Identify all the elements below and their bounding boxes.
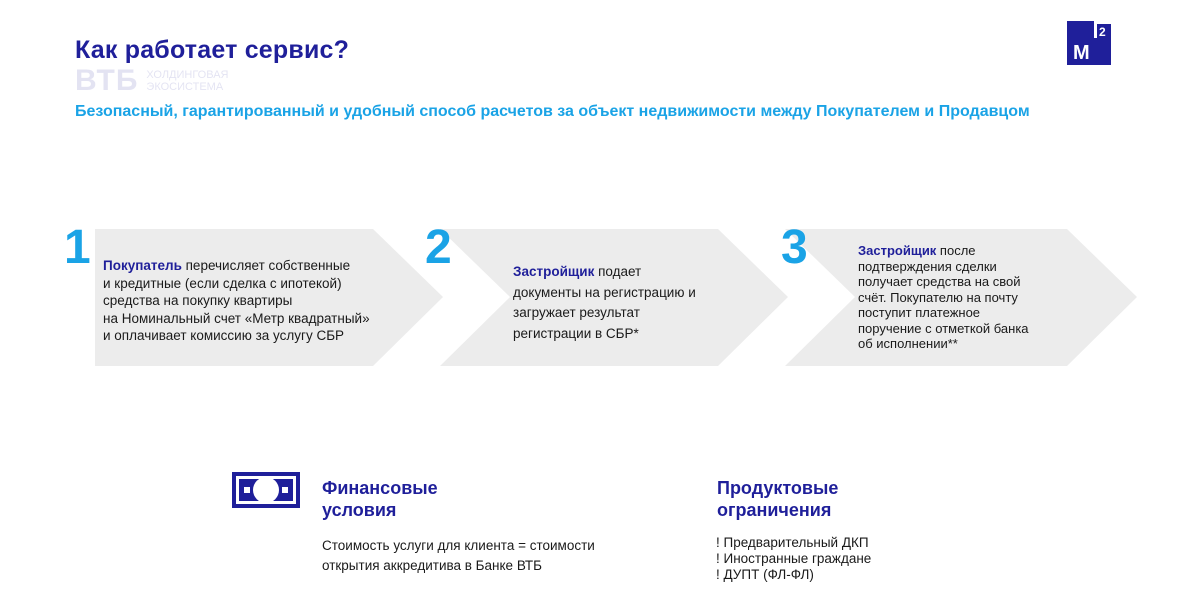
- step-3-text: Застройщик после подтверждения сделки получает средства на свой счёт. Покупателю на почту поступит платежное поручение с отметкой банка об исполнении**: [858, 243, 1029, 351]
- step-2-actor: Застройщик: [513, 264, 595, 279]
- watermark-line1: ХОЛДИНГОВАЯ: [146, 69, 229, 81]
- watermark-text: [146, 69, 228, 93]
- logo-letter: М: [1073, 42, 1090, 64]
- logo-superscript: 2: [1099, 25, 1106, 39]
- watermark: [75, 64, 229, 98]
- step-2-number: 2: [425, 221, 452, 274]
- brand-logo: [1067, 21, 1111, 65]
- step-1-number: 1: [64, 221, 91, 274]
- list-item: ! ДУПТ (ФЛ-ФЛ): [716, 567, 814, 582]
- watermark-logo: ВТБ: [75, 64, 139, 97]
- step-1-actor: Покупатель: [103, 258, 182, 273]
- list-item: ! Предварительный ДКП: [716, 535, 869, 550]
- financial-body: Стоимость услуги для клиента = стоимости открытия аккредитива в Банке ВТБ: [322, 538, 595, 573]
- step-1-text: Покупатель перечисляет собственные и кредитные (если сделка с ипотекой) средства на покупку квартиры на Номинальный счет «Метр квадратный» и оплачивает комиссию за услугу СБР: [103, 258, 370, 343]
- page-title: Как работает сервис?: [75, 36, 350, 64]
- step-2-text: Застройщик подает документы на регистрацию и загружает результат регистрации в СБР*: [513, 264, 696, 341]
- financial-title: Финансовые условия: [322, 478, 438, 520]
- list-item: ! Иностранные граждане: [716, 551, 872, 566]
- restrictions-title: Продуктовые ограничения: [717, 478, 839, 520]
- step-3-actor: Застройщик: [858, 243, 937, 258]
- watermark-line2: ЭКОСИСТЕМА: [146, 81, 224, 93]
- money-icon: [232, 472, 300, 508]
- step-3-number: 3: [781, 221, 808, 274]
- page-subtitle: Безопасный, гарантированный и удобный способ расчетов за объект недвижимости между Покупателем и Продавцом: [75, 103, 1030, 120]
- restrictions-list: [716, 535, 871, 583]
